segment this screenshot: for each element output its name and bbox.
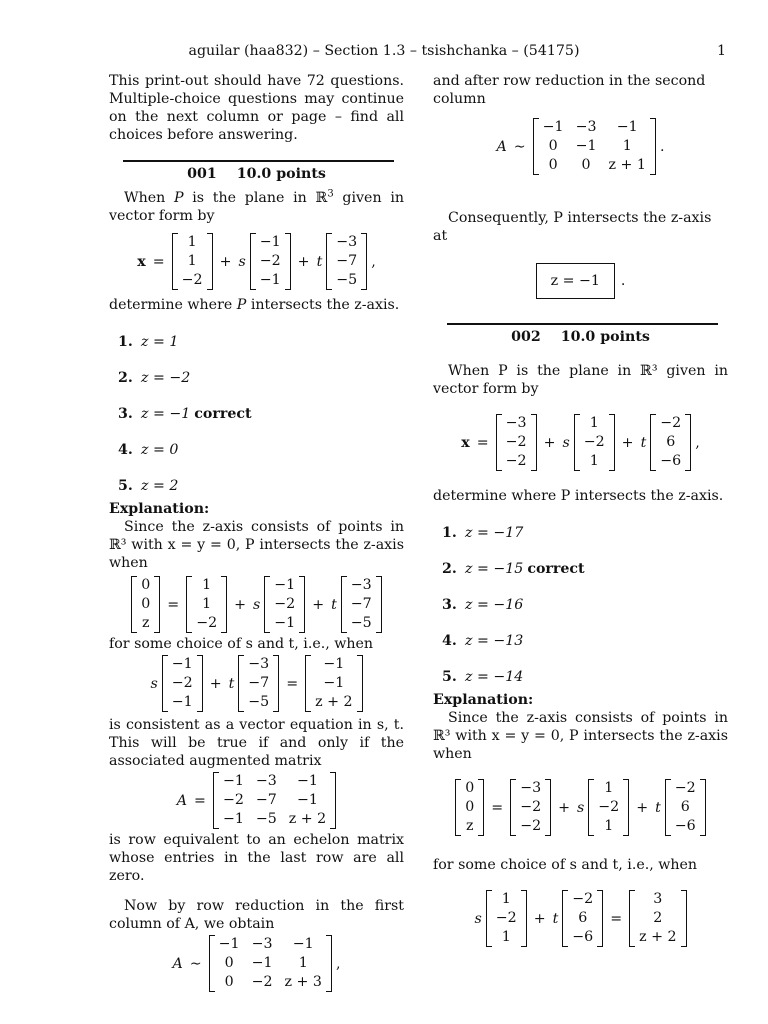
matrix-cell: −1 <box>251 955 273 971</box>
matrix-cell: −2 <box>259 253 281 269</box>
z-axis-vector <box>131 576 160 633</box>
answer-option <box>109 396 404 432</box>
matrix-cell: 6 <box>578 910 588 926</box>
answer-option <box>433 587 728 623</box>
matrix-cell: −1 <box>222 811 244 827</box>
matrix-cell: −2 <box>495 910 517 926</box>
matrix-cell: −5 <box>336 272 358 288</box>
answer-option <box>433 551 728 587</box>
matrix-cell: −1 <box>297 773 318 789</box>
vector-form-equation: x = −3 −2 −2 + s 1 −2 1 + t −2 6 −6 , <box>461 415 700 469</box>
matrix-cell: −5 <box>248 694 270 710</box>
matrix-cell: −1 <box>575 138 597 154</box>
augmented-matrix-equation: A = −1 −3 −1 −2 −7 −1 −1 −5 z + 2 <box>109 772 404 829</box>
matrix-cell: −1 <box>222 773 244 789</box>
matrix-cell: −1 <box>171 656 193 672</box>
matrix-cell: −3 <box>251 936 273 952</box>
matrix-cell: −5 <box>255 811 277 827</box>
point-vector <box>496 414 537 471</box>
matrix-cell: −7 <box>255 792 277 808</box>
matrix-cell: z + 3 <box>284 974 322 990</box>
matrix-cell: 1 <box>187 253 197 269</box>
point-vector <box>510 779 551 836</box>
augmented-matrix <box>213 772 336 829</box>
option-number: 4. <box>442 633 457 649</box>
matrix-cell: −2 <box>505 453 527 469</box>
matrix-cell: −1 <box>542 119 564 135</box>
question-points: 10.0 points <box>560 329 650 345</box>
question-ask: determine where P intersects the z-axis. <box>433 488 724 504</box>
matrix-cell: −2 <box>520 818 542 834</box>
question-header-002 <box>433 328 728 346</box>
matrix-cell: −3 <box>248 656 270 672</box>
direction-vector-t <box>326 233 367 290</box>
matrix-cell: 1 <box>589 415 599 431</box>
explanation-text: is consistent as a vector equation in s, t. This will be true if and only if the associated augmented matrix <box>109 717 404 769</box>
matrix-cell: −7 <box>248 675 270 691</box>
matrix-cell: 1 <box>187 234 197 250</box>
matrix-cell: z + 2 <box>315 694 353 710</box>
matrix-cell: 0 <box>548 138 558 154</box>
matrix-cell: 1 <box>604 780 614 796</box>
matrix-cell: −3 <box>505 415 527 431</box>
option-number: 5. <box>442 669 457 685</box>
option-number: 1. <box>442 525 457 541</box>
matrix-cell: −5 <box>350 615 372 631</box>
matrix-cell: −1 <box>259 234 281 250</box>
correct-marker: correct <box>194 406 252 422</box>
option-number: 3. <box>442 597 457 613</box>
direction-vector-s <box>486 890 527 947</box>
matrix-cell: −1 <box>218 936 240 952</box>
matrix-cell: −2 <box>222 792 244 808</box>
matrix-cell: 0 <box>581 157 591 173</box>
option-number: 2. <box>118 370 133 386</box>
matrix-cell: −1 <box>292 936 314 952</box>
question-rule <box>123 160 394 162</box>
direction-vector-t <box>341 576 382 633</box>
matrix-cell: 0 <box>465 780 475 796</box>
matrix-cell: −1 <box>616 119 638 135</box>
matrix-cell: −6 <box>572 929 594 945</box>
explanation-text: Since the z-axis consists of points in ℝ³ with x = y = 0, P intersects the z-axis when <box>109 519 404 571</box>
option-text: z = −16 <box>465 597 524 613</box>
explanation-text: and after row reduction in the second column <box>433 73 706 107</box>
page-header <box>0 42 768 62</box>
option-text: z = −1 <box>141 406 191 422</box>
matrix-cell: 0 <box>224 955 234 971</box>
direction-vector-s <box>264 576 305 633</box>
matrix-cell: 1 <box>589 453 599 469</box>
direction-vector-t <box>650 414 691 471</box>
matrix-cell: z + 2 <box>639 929 677 945</box>
option-number: 2. <box>442 561 457 577</box>
matrix-cell: 1 <box>202 577 212 593</box>
matrix-cell: −2 <box>181 272 203 288</box>
option-number: 4. <box>118 442 133 458</box>
option-text: z = 2 <box>141 478 179 494</box>
matrix-cell: −1 <box>171 694 193 710</box>
explanation-title: Explanation: <box>433 692 534 708</box>
matrix-cell: −2 <box>251 974 273 990</box>
question-number: 002 <box>511 329 541 345</box>
matrix-cell: 0 <box>224 974 234 990</box>
explanation-text: is row equivalent to an echelon matrix whose entries in the last row are all zero. <box>109 832 404 884</box>
matrix-cell: z <box>142 615 150 631</box>
matrix-cell: −3 <box>350 577 372 593</box>
answer-options <box>433 515 728 695</box>
matrix-cell: −2 <box>572 891 594 907</box>
matrix-cell: −6 <box>674 818 696 834</box>
point-vector <box>172 233 213 290</box>
question-points: 10.0 points <box>236 166 326 182</box>
explanation-title: Explanation: <box>109 501 210 517</box>
z-axis-vector <box>455 779 484 836</box>
direction-vector-s <box>162 655 203 712</box>
matrix-cell: −1 <box>297 792 318 808</box>
explanation-text: for some choice of s and t, i.e., when <box>433 857 698 873</box>
reduced-matrix-2 <box>533 118 656 175</box>
answer-option <box>109 324 404 360</box>
direction-vector-t <box>562 890 603 947</box>
answer-options <box>109 324 404 504</box>
matrix-cell: −2 <box>505 434 527 450</box>
option-text: z = −13 <box>465 633 524 649</box>
rhs-vector <box>629 890 686 947</box>
answer-option <box>109 360 404 396</box>
answer-option <box>433 515 728 551</box>
option-text: z = 1 <box>141 334 179 350</box>
reduced-matrix-1 <box>209 935 332 992</box>
vector-form-equation: x = 1 1 −2 + s −1 −2 −1 + t −3 −7 −5 , <box>137 234 376 288</box>
matrix-cell: −3 <box>255 773 277 789</box>
explanation-text: Now by row reduction in the first column of A, we obtain <box>109 898 404 932</box>
direction-vector-t <box>665 779 706 836</box>
matrix-cell: −2 <box>196 615 218 631</box>
question-number: 001 <box>187 166 217 182</box>
answer-option <box>109 432 404 468</box>
explanation-text: for some choice of s and t, i.e., when <box>109 636 374 652</box>
matrix-cell: −2 <box>660 415 682 431</box>
matrix-cell: −2 <box>583 434 605 450</box>
option-text: z = 0 <box>141 442 179 458</box>
matrix-cell: −2 <box>598 799 620 815</box>
matrix-cell: −3 <box>520 780 542 796</box>
matrix-cell: −3 <box>575 119 597 135</box>
option-text: z = −17 <box>465 525 524 541</box>
rhs-vector <box>305 655 362 712</box>
answer-option <box>433 659 728 695</box>
consistency-equation: s 1 −2 1 + t −2 6 −6 = 3 2 z + 2 <box>433 890 728 947</box>
matrix-cell: −6 <box>660 453 682 469</box>
option-text: z = −15 <box>465 561 524 577</box>
intro-text: This print-out should have 72 questions. Multiple-choice questions may continue on the next column or page – find all choices before answering. <box>109 73 404 143</box>
question-stem: When P is the plane in ℝ$^3$ given in vector form by <box>109 188 404 224</box>
row-reduction-1: A ∼ −1 −3 −1 0 −1 1 0 −2 z + 3 , <box>172 936 341 990</box>
direction-vector-s <box>250 233 291 290</box>
matrix-cell: 3 <box>653 891 663 907</box>
question-rule <box>447 323 718 325</box>
explanation-text: Since the z-axis consists of points in ℝ³ with x = y = 0, P intersects the z-axis when <box>433 710 728 762</box>
left-column <box>109 72 404 992</box>
answer-box: z = −1 <box>536 263 615 299</box>
matrix-cell: 1 <box>501 891 511 907</box>
explanation-text: Consequently, P intersects the z-axis at <box>433 210 712 244</box>
matrix-cell: −1 <box>274 615 296 631</box>
matrix-cell: −2 <box>171 675 193 691</box>
explanation-equation: 0 0 z = 1 1 −2 + s −1 −2 −1 + t −3 −7 −5 <box>109 576 404 633</box>
matrix-cell: 6 <box>680 799 690 815</box>
answer-option <box>433 623 728 659</box>
matrix-cell: 2 <box>653 910 663 926</box>
option-text: z = −2 <box>141 370 191 386</box>
matrix-cell: −2 <box>520 799 542 815</box>
boxed-answer: z = −1 . <box>433 263 728 299</box>
header-title: aguilar (haa832) – Section 1.3 – tsishchanka – (54175) <box>188 43 580 59</box>
answer-option <box>109 468 404 504</box>
question-header-001 <box>109 165 404 183</box>
explanation-equation: 0 0 z = −3 −2 −2 + s 1 −2 1 + t −2 6 −6 <box>433 779 728 836</box>
matrix-cell: −1 <box>323 656 345 672</box>
matrix-cell: 0 <box>141 577 151 593</box>
matrix-cell: z + 1 <box>608 157 646 173</box>
option-number: 1. <box>118 334 133 350</box>
matrix-cell: −7 <box>336 253 358 269</box>
matrix-cell: −1 <box>274 577 296 593</box>
point-vector <box>186 576 227 633</box>
matrix-cell: −2 <box>274 596 296 612</box>
matrix-cell: −3 <box>336 234 358 250</box>
matrix-cell: 0 <box>548 157 558 173</box>
matrix-cell: 0 <box>465 799 475 815</box>
matrix-cell: −1 <box>259 272 281 288</box>
option-text: z = −14 <box>465 669 524 685</box>
direction-vector-t <box>238 655 279 712</box>
matrix-cell: 1 <box>202 596 212 612</box>
consistency-equation: s −1 −2 −1 + t −3 −7 −5 = −1 −1 z + 2 <box>109 655 404 712</box>
matrix-cell: 1 <box>622 138 632 154</box>
question-ask: determine where P intersects the z-axis. <box>109 297 400 313</box>
direction-vector-s <box>574 414 615 471</box>
page-number: 1 <box>716 43 726 59</box>
matrix-cell: −7 <box>350 596 372 612</box>
matrix-cell: 6 <box>666 434 676 450</box>
matrix-cell: −1 <box>323 675 345 691</box>
matrix-cell: −2 <box>674 780 696 796</box>
matrix-cell: z <box>466 818 474 834</box>
matrix-cell: z + 2 <box>288 811 327 827</box>
option-number: 3. <box>118 406 133 422</box>
question-stem: When P is the plane in ℝ³ given in vector form by <box>433 363 728 397</box>
row-reduction-2: A ∼ −1 −3 −1 0 −1 1 0 0 z + 1 . <box>496 119 665 173</box>
matrix-cell: 1 <box>298 955 308 971</box>
matrix-cell: 1 <box>501 929 511 945</box>
right-column <box>433 72 728 947</box>
matrix-cell: 1 <box>604 818 614 834</box>
direction-vector-s <box>588 779 629 836</box>
option-number: 5. <box>118 478 133 494</box>
matrix-cell: 0 <box>141 596 151 612</box>
correct-marker: correct <box>527 561 585 577</box>
